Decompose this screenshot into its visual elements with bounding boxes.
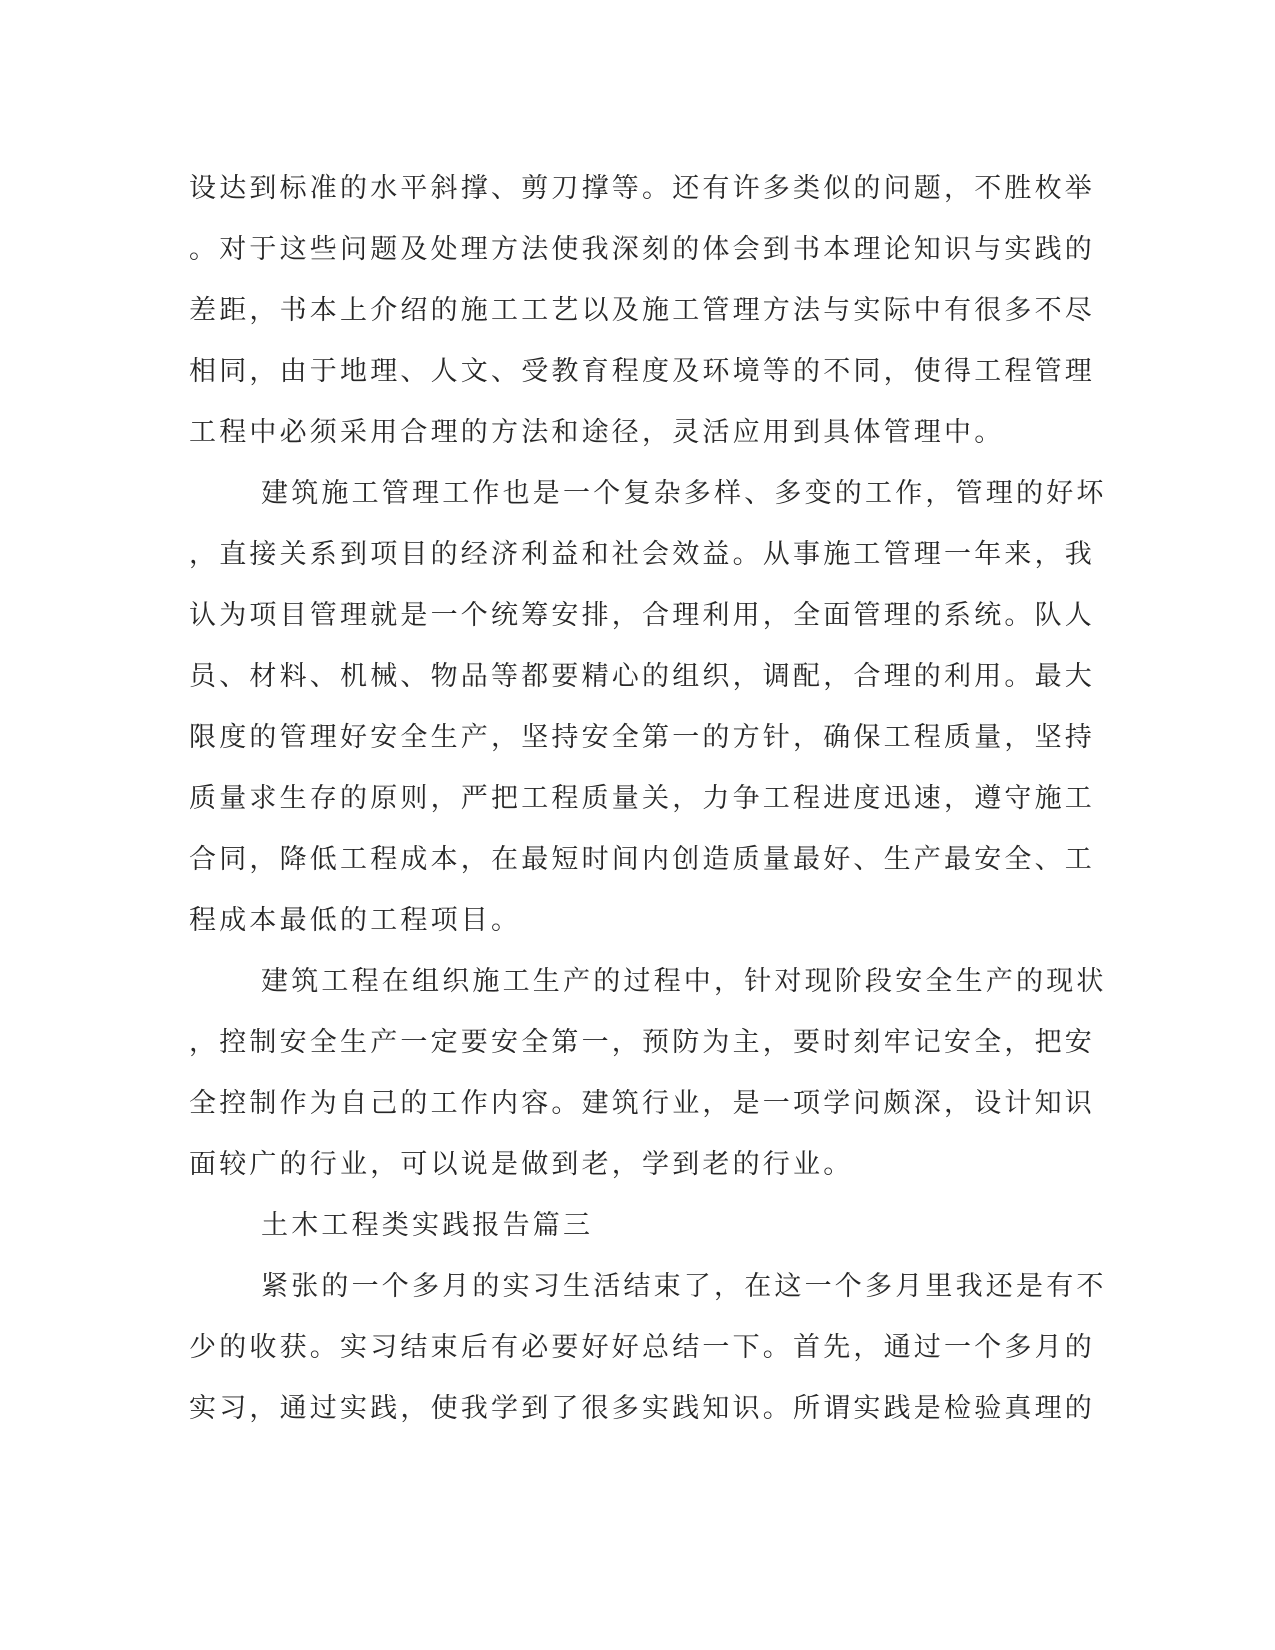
text-line: 设达到标准的水平斜撑、剪刀撑等。还有许多类似的问题，不胜枚举 — [189, 173, 1095, 204]
text-line: 全控制作为自己的工作内容。建筑行业，是一项学问颇深，设计知识 — [189, 1088, 1095, 1119]
paragraph-start-line: 紧张的一个多月的实习生活结束了，在这一个多月里我还是有不 — [261, 1271, 1107, 1302]
text-line: 认为项目管理就是一个统筹安排，合理利用，全面管理的系统。队人 — [189, 600, 1095, 631]
text-line: 少的收获。实习结束后有必要好好总结一下。首先，通过一个多月的 — [189, 1332, 1095, 1363]
text-line: 程成本最低的工程项目。 — [189, 905, 522, 936]
text-line: 限度的管理好安全生产，坚持安全第一的方针，确保工程质量，坚持 — [189, 722, 1095, 753]
text-line: 合同，降低工程成本，在最短时间内创造质量最好、生产最安全、工 — [189, 844, 1095, 875]
text-line: 。对于这些问题及处理方法使我深刻的体会到书本理论知识与实践的 — [189, 234, 1095, 265]
text-line: 工程中必须采用合理的方法和途径，灵活应用到具体管理中。 — [189, 417, 1005, 448]
text-line: 员、材料、机械、物品等都要精心的组织，调配，合理的利用。最大 — [189, 661, 1095, 692]
text-line: ，直接关系到项目的经济利益和社会效益。从事施工管理一年来，我 — [189, 539, 1095, 570]
paragraph-start-line: 建筑工程在组织施工生产的过程中，针对现阶段安全生产的现状 — [261, 966, 1107, 997]
text-line: 面较广的行业，可以说是做到老，学到老的行业。 — [189, 1149, 854, 1180]
section-heading: 土木工程类实践报告篇三 — [261, 1210, 594, 1241]
document-body — [189, 158, 1107, 1439]
text-line: 相同，由于地理、人文、受教育程度及环境等的不同，使得工程管理 — [189, 356, 1095, 387]
text-line: 质量求生存的原则，严把工程质量关，力争工程进度迅速，遵守施工 — [189, 783, 1095, 814]
paragraph-start-line: 建筑施工管理工作也是一个复杂多样、多变的工作，管理的好坏 — [261, 478, 1107, 509]
text-line: 实习，通过实践，使我学到了很多实践知识。所谓实践是检验真理的 — [189, 1393, 1095, 1424]
text-line: 差距，书本上介绍的施工工艺以及施工管理方法与实际中有很多不尽 — [189, 295, 1095, 326]
text-line: ，控制安全生产一定要安全第一，预防为主，要时刻牢记安全，把安 — [189, 1027, 1095, 1058]
